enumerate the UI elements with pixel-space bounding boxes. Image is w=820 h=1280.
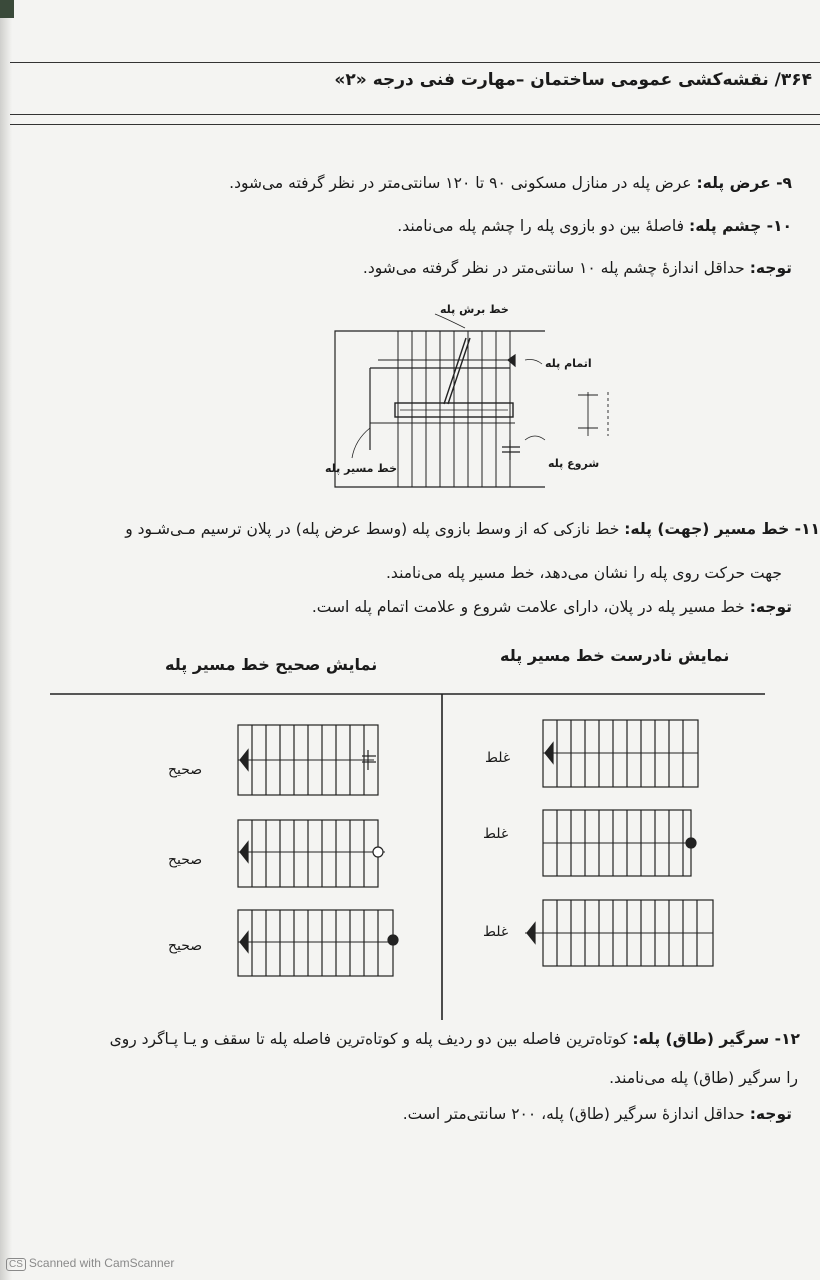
- paragraph-12-body-2: را سرگیر (طاق) پله می‌نامند.: [609, 1069, 798, 1087]
- paragraph-12-title: ۱۲- سرگیر (طاق) پله:: [632, 1030, 800, 1048]
- header-rule-2: [10, 124, 820, 125]
- paragraph-9-title: ۹- عرض پله:: [696, 174, 792, 192]
- page-edge-shadow: [0, 0, 12, 1280]
- path-line: [370, 423, 515, 450]
- note-1-body: حداقل اندازهٔ چشم پله ۱۰ سانتی‌متر در نظر گرفته می‌شود.: [362, 259, 745, 277]
- note-3-body: حداقل اندازهٔ سرگیر (طاق) پله، ۲۰۰ سانتی‌متر است.: [402, 1105, 745, 1123]
- corner-mark: [0, 0, 14, 18]
- paragraph-11-body-1: خط نازکی که از وسط بازوی پله (وسط عرض پله) در پلان ترسیم مـی‌شـود و: [125, 520, 620, 538]
- correct-column-title: نمایش صحیح خط مسیر پله: [165, 655, 378, 674]
- paragraph-12-body-1: کوتاه‌ترین فاصله بین دو ردیف پله و کوتاه‌ترین فاصله پله تا سقف و یـا پـاگرد روی: [109, 1030, 628, 1048]
- paragraph-11-line1: [125, 520, 820, 538]
- paragraph-11-body-2: جهت حرکت روی پله را نشان می‌دهد، خط مسیر پله می‌نامند.: [386, 564, 782, 582]
- scanner-watermark-text: Scanned with CamScanner: [28, 1256, 175, 1270]
- stair-risers: [398, 331, 510, 487]
- note-1-title: توجه:: [749, 259, 792, 277]
- paragraph-9: [229, 172, 792, 194]
- incorrect-column-title: نمایش نادرست خط مسیر پله: [500, 646, 730, 665]
- correct-label-2: صحیح: [168, 852, 203, 868]
- incorrect-label-2: غلط: [483, 826, 509, 842]
- incorrect-example-1: [543, 720, 698, 787]
- note-3-title: توجه:: [749, 1105, 792, 1123]
- note-1: [363, 257, 792, 279]
- correct-example-1: [238, 725, 378, 795]
- header-top-rule: [10, 62, 820, 63]
- paragraph-9-body: عرض پله در منازل مسکونی ۹۰ تا ۱۲۰ سانتی‌متر در نظر گرفته می‌شود.: [229, 174, 692, 192]
- correct-example-3: [238, 910, 398, 976]
- paragraph-10-title: ۱۰- چشم پله:: [689, 217, 792, 235]
- paragraph-12-line1: [110, 1030, 800, 1048]
- note-3: [403, 1103, 792, 1125]
- label-cut-line: خط برش پله: [440, 303, 509, 316]
- incorrect-example-2: [543, 810, 696, 876]
- incorrect-label-1: غلط: [485, 750, 511, 766]
- note-2: [312, 596, 792, 618]
- paragraph-10: [397, 215, 792, 237]
- finish-arrow: [508, 355, 515, 366]
- page-header-title: ۳۶۴/ نقشه‌کشی عمومی ساختمان –مهارت فنی درجه «۲»: [334, 70, 812, 90]
- note-2-body: خط مسیر پله در پلان، دارای علامت شروع و علامت اتمام پله است.: [311, 598, 745, 616]
- header-rule-1: [10, 114, 820, 115]
- incorrect-label-3: غلط: [483, 924, 509, 940]
- comparison-table: [0, 680, 820, 1025]
- label-start: شروع پله: [548, 457, 600, 470]
- paragraph-11-title: ۱۱- خط مسیر (جهت) پله:: [624, 520, 820, 538]
- correct-label-3: صحیح: [168, 938, 203, 954]
- label-finish: اتمام پله: [545, 357, 592, 370]
- cut-line: [448, 338, 470, 404]
- correct-example-2: [238, 820, 385, 887]
- scanner-watermark: [6, 1256, 174, 1271]
- incorrect-example-3: [525, 900, 713, 966]
- label-path-line: خط مسیر پله: [325, 462, 397, 475]
- note-2-title: توجه:: [749, 598, 792, 616]
- paragraph-10-body: فاصلهٔ بین دو بازوی پله را چشم پله می‌نامند.: [397, 217, 685, 235]
- correct-label-1: صحیح: [168, 762, 203, 778]
- camscanner-logo-icon: CS: [6, 1258, 26, 1271]
